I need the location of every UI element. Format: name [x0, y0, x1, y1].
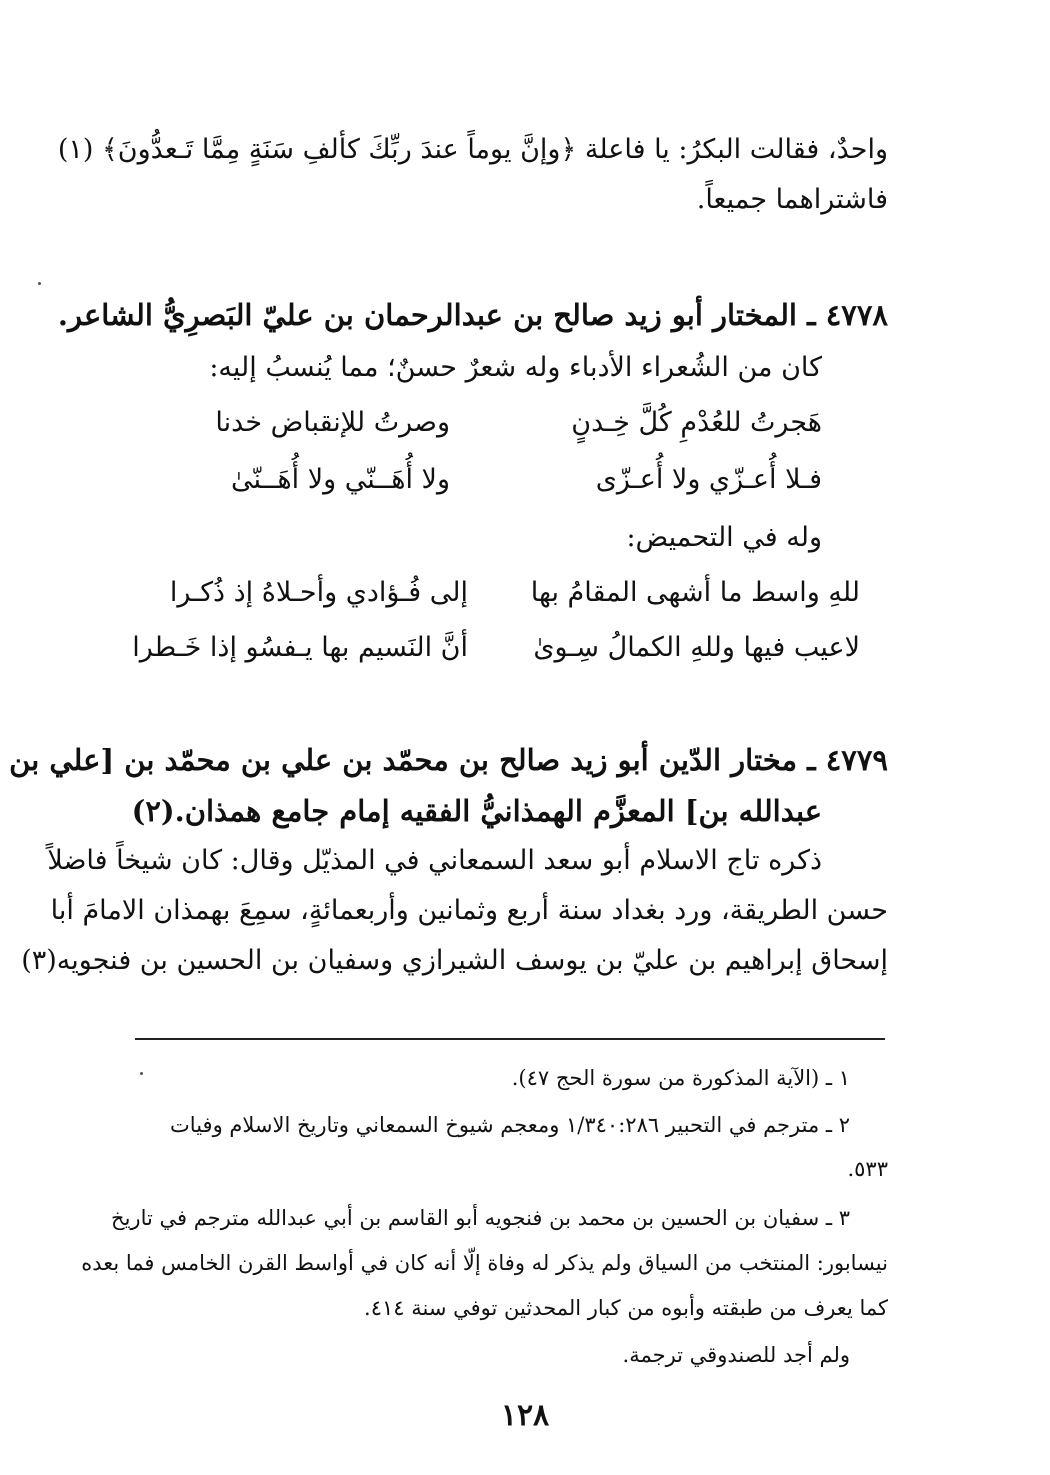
entry-4779-body-line-1: ذكره تاج الاسلام أبو سعد السمعاني في المذيّل وقال: كان شيخاً فاضلاً — [47, 845, 822, 876]
verse-4-right-hemistich: لاعيب فيها وللهِ الكمالُ سِـوىٰ — [533, 632, 860, 663]
footnote-1: ١ ـ (الآية المذكورة من سورة الحج ٤٧). — [511, 1066, 850, 1090]
entry-4778-intro: كان من الشُعراء الأدباء وله شعرٌ حسنٌ؛ مما يُنسبُ إليه: — [209, 352, 822, 383]
verse-1-right-hemistich: هَجرتُ للعُدْمِ كُلَّ خِـدنٍ — [571, 407, 822, 438]
continuation-line-2: فاشتراهما جميعاً. — [696, 184, 888, 215]
verse-2-left-hemistich: ولا أُهَــنّي ولا أُهَــنّىٰ — [230, 464, 450, 495]
footnote-4: ولم أجد للصندوقي ترجمة. — [622, 1343, 850, 1367]
verse-3-left-hemistich: إلى فُـؤادي وأحـلاهُ إذ ذُكـرا — [169, 577, 468, 608]
verse-2-right-hemistich: فـلا أُعـزّي ولا أُعـزّى — [595, 464, 822, 495]
footnote-3-line-3: كما يعرف من طبقته وأبوه من كبار المحدثين توفي سنة ٤١٤. — [364, 1296, 888, 1320]
verse-1-left-hemistich: وصرتُ للإنقباض خدنا — [215, 407, 450, 438]
entry-4779-body-line-3: إسحاق إبراهيم بن عليّ بن يوسف الشيرازي وسفيان بن الحسين بن فنجويه(٣) — [21, 945, 888, 976]
entry-4779-body-line-2: حسن الطريقة، ورد بغداد سنة أربع وثمانين وأربعمائةٍ، سمِعَ بهمذان الامامَ أبا — [50, 895, 888, 926]
verse-4-left-hemistich: أنَّ النَسيم بها يـفسُو إذا خَـطرا — [132, 632, 468, 663]
page-number: ١٢٨ — [500, 1398, 550, 1433]
footnote-3-line-1: ٣ ـ سفيان بن الحسين بن محمد بن فنجويه أبو القاسم بن أبي عبدالله مترجم في تاريخ — [111, 1206, 850, 1230]
footnote-2-line-1: ٢ ـ مترجم في التحبير ١/٣٤٠:٢٨٦ ومعجم شيوخ السمعاني وتاريخ الاسلام وفيات — [170, 1113, 850, 1137]
continuation-line-1: واحدٌ، فقالت البكرُ: يا فاعلة ﴿وإنَّ يوماً عندَ ربِّكَ كألفِ سَنَةٍ مِمَّا تَـعدُّونَ﴾ (١) — [57, 134, 888, 165]
entry-4778-intro-2: وله في التحميض: — [626, 522, 822, 553]
footnote-2-line-2: ٥٣٣. — [847, 1157, 888, 1181]
footnote-3-line-2: نيسابور: المنتخب من السياق ولم يذكر له وفاة إلّا أنه كان في أواسط القرن الخامس فما بعده — [81, 1251, 888, 1275]
verse-3-right-hemistich: للهِ واسط ما أشهى المقامُ بها — [530, 577, 860, 608]
entry-4779-heading-line-2: عبدالله بن] المعزَّم الهمذانيُّ الفقيه إمام جامع همذان.(٢) — [131, 794, 822, 828]
footnote-separator — [135, 1038, 885, 1040]
scan-speck — [140, 1072, 143, 1075]
entry-4779-heading-line-1: ٤٧٧٩ ـ مختار الدّين أبو زيد صالح بن محمّد بن علي بن محمّد بن [علي بن — [9, 743, 888, 777]
scan-speck — [38, 282, 41, 285]
entry-4778-heading: ٤٧٧٨ ـ المختار أبو زيد صالح بن عبدالرحمان بن عليّ البَصرِيُّ الشاعر. — [57, 298, 888, 332]
